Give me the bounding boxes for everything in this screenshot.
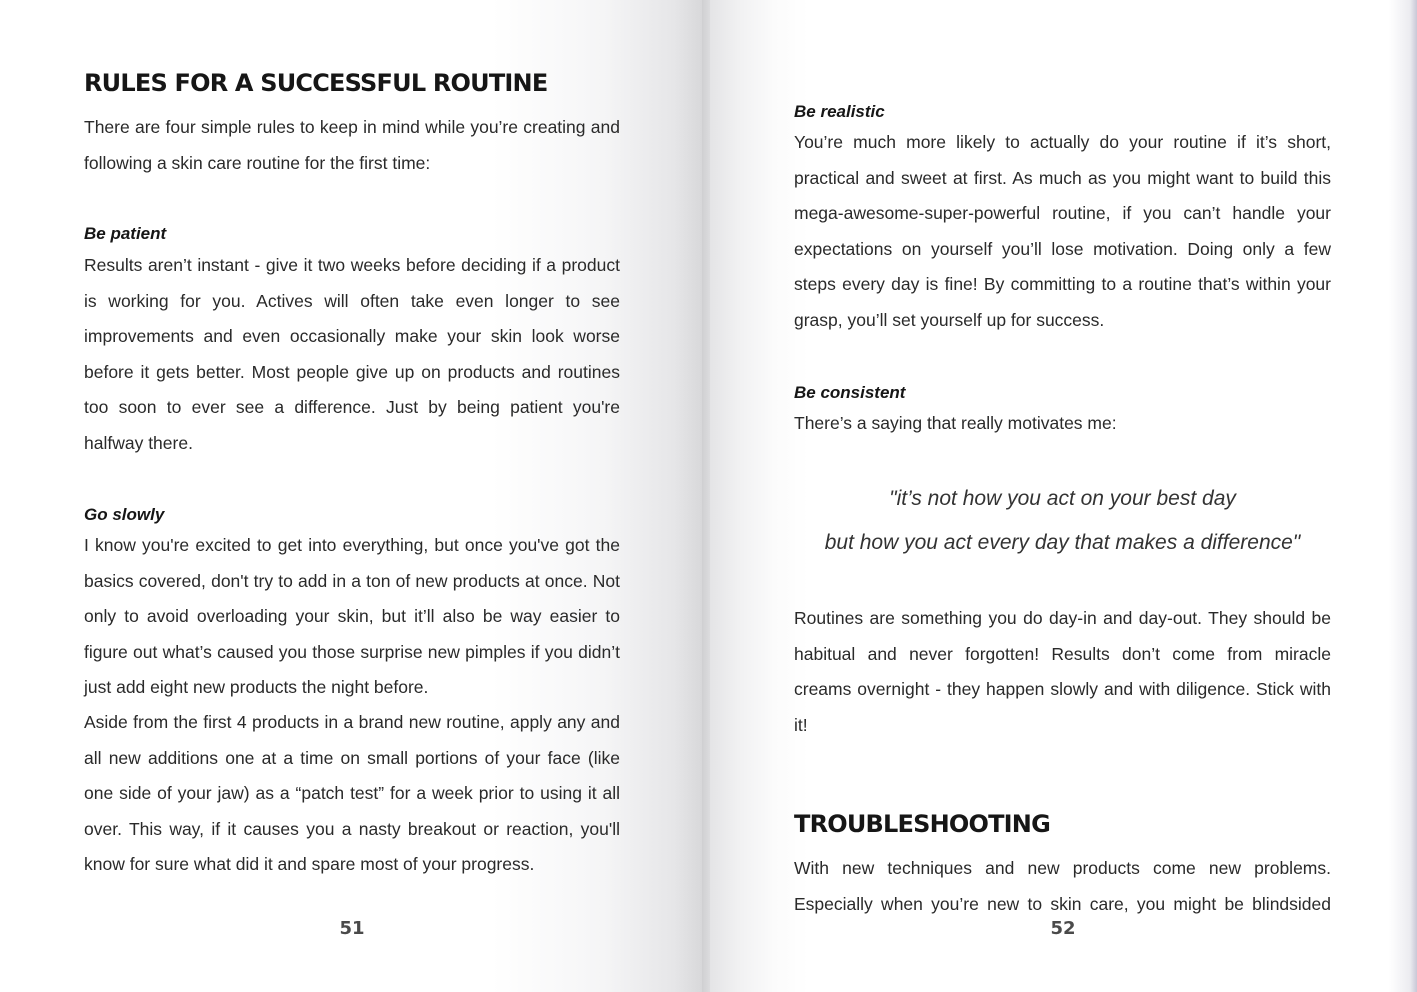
paragraph-be-realistic: You’re much more likely to actually do your routine if it’s short, practical and sweet at first. As much as you might want to build this mega-awesome-super-powerful routine, if you can’t handle your expectations on yourself you’ll lose motivation. Doing only a few steps every day is fine! By committing to a routine that’s within your grasp, you’ll set yourself up for success.: [794, 132, 1331, 330]
paragraph-be-consistent: There’s a saying that really motivates me:: [794, 413, 1117, 433]
subheading-be-patient: Be patient: [84, 224, 167, 243]
page-heading-troubleshooting: TROUBLESHOOTING: [794, 810, 1050, 838]
book-spine: [702, 0, 710, 992]
page-number-left: 51: [339, 918, 365, 939]
paragraph-be-patient: Results aren’t instant - give it two weeks before deciding if a product is working for you. Actives will often take even longer to see improvements and even occasionally make your skin look worse before it gets better. Most people give up on products and routines too soon to ever see a difference. Just by being patient you're halfway there.: [84, 255, 620, 453]
paragraph-go-slowly-1: I know you're excited to get into everything, but once you've got the basics covered, don't try to add in a ton of new products at once. Not only to avoid overloading your skin, but it’ll also be way easier to figure out what’s caused you those surprise new pimples if you didn’t just add eight new products the night before.: [84, 535, 620, 698]
left-page: [0, 0, 702, 992]
page-number-right: 52: [1050, 918, 1076, 939]
paragraph-go-slowly-2: Aside from the first 4 products in a brand new routine, apply any and all new additions one at a time on small portions of your face (like one side of your jaw) as a “patch test” for a week prior to using it all over. This way, if it causes you a nasty breakout or reaction, you'll know for sure what did it and spare most of your progress.: [84, 712, 620, 875]
intro-paragraph: There are four simple rules to keep in mind while you’re creating and following a skin care routine for the first time:: [84, 117, 620, 173]
quote-line-2: but how you act every day that makes a difference": [824, 531, 1301, 554]
right-page: [710, 0, 1417, 992]
subheading-go-slowly: Go slowly: [84, 505, 165, 524]
subheading-be-realistic: Be realistic: [794, 102, 885, 121]
paragraph-after-quote: Routines are something you do day-in and day-out. They should be habitual and never forgotten! Results don’t come from miracle creams overnight - they happen slowly and with diligence. Stick with it!: [794, 608, 1331, 735]
paragraph-troubleshooting-intro: With new techniques and new products come new problems. Especially when you’re new to skin care, you might be blindsided: [794, 858, 1331, 914]
subheading-be-consistent: Be consistent: [794, 383, 906, 402]
page-heading-rules: RULES FOR A SUCCESSFUL ROUTINE: [84, 69, 548, 97]
quote-line-1: "it’s not how you act on your best day: [889, 487, 1236, 510]
